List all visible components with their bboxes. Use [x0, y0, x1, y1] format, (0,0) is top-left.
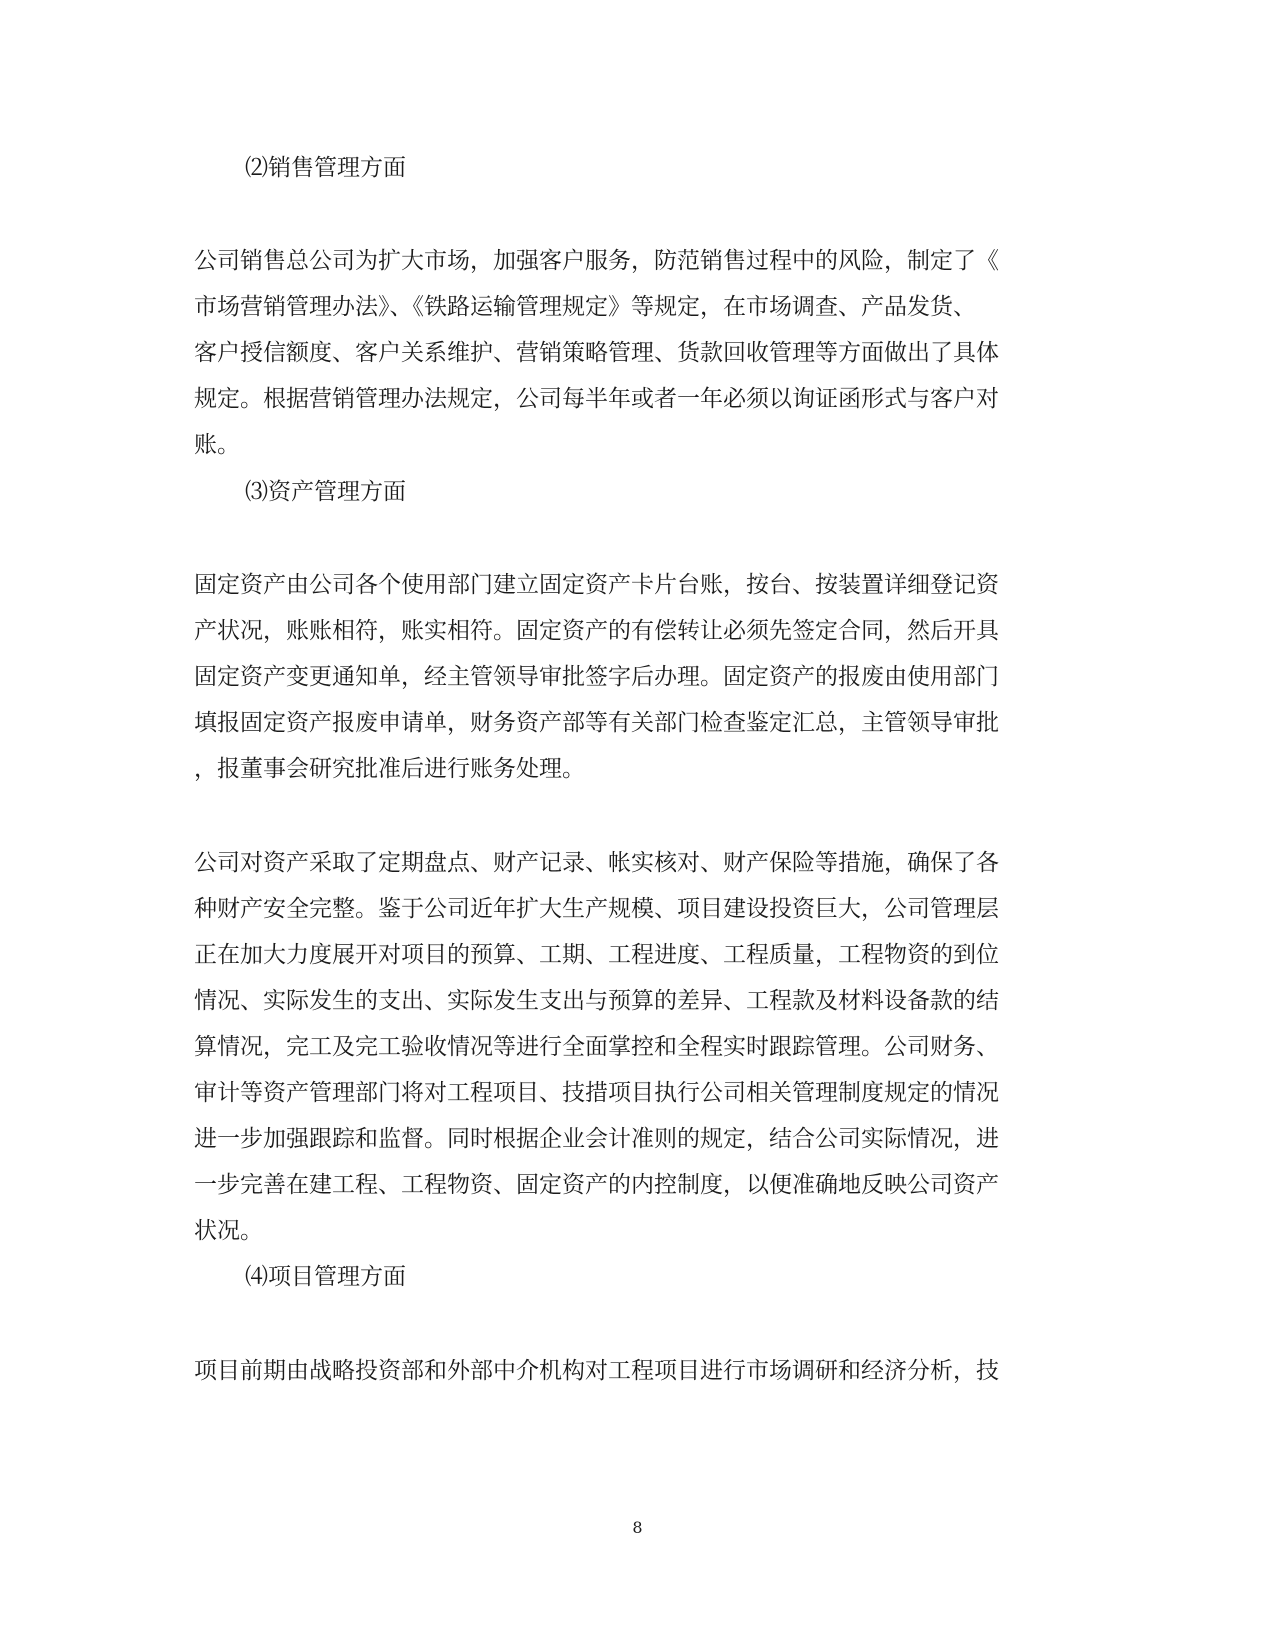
paragraph-line: 正在加大力度展开对项目的预算、工期、工程进度、工程质量，工程物资的到位	[194, 942, 999, 968]
paragraph-line: 公司销售总公司为扩大市场，加强客户服务，防范销售过程中的风险，制定了《	[194, 248, 999, 274]
paragraph-line: ，报董事会研究批准后进行账务处理。	[194, 756, 585, 782]
paragraph-line: 项目前期由战略投资部和外部中介机构对工程项目进行市场调研和经济分析，技	[194, 1358, 999, 1384]
paragraph-line: 公司对资产采取了定期盘点、财产记录、帐实核对、财产保险等措施，确保了各	[194, 850, 999, 876]
paragraph-line: 填报固定资产报废申请单，财务资产部等有关部门检查鉴定汇总，主管领导审批	[194, 710, 999, 736]
paragraph-line: 账。	[194, 432, 240, 458]
paragraph-line: 进一步加强跟踪和监督。同时根据企业会计准则的规定，结合公司实际情况，进	[194, 1126, 999, 1152]
paragraph-line: 审计等资产管理部门将对工程项目、技措项目执行公司相关管理制度规定的情况	[194, 1080, 999, 1106]
section-heading-projects: ⑷项目管理方面	[245, 1264, 406, 1290]
paragraph-line: 固定资产由公司各个使用部门建立固定资产卡片台账，按台、按装置详细登记资	[194, 572, 999, 598]
paragraph-line: 情况、实际发生的支出、实际发生支出与预算的差异、工程款及材料设备款的结	[194, 988, 999, 1014]
paragraph-line: 固定资产变更通知单，经主管领导审批签字后办理。固定资产的报废由使用部门	[194, 664, 999, 690]
paragraph-line: 客户授信额度、客户关系维护、营销策略管理、货款回收管理等方面做出了具体	[194, 340, 999, 366]
paragraph-line: 产状况，账账相符，账实相符。固定资产的有偿转让必须先签定合同，然后开具	[194, 618, 999, 644]
section-heading-sales: ⑵销售管理方面	[245, 155, 406, 181]
paragraph-line: 种财产安全完整。鉴于公司近年扩大生产规模、项目建设投资巨大，公司管理层	[194, 896, 999, 922]
paragraph-line: 一步完善在建工程、工程物资、固定资产的内控制度，以便准确地反映公司资产	[194, 1172, 999, 1198]
paragraph-line: 算情况，完工及完工验收情况等进行全面掌控和全程实时跟踪管理。公司财务、	[194, 1034, 999, 1060]
page-number: 8	[632, 1518, 643, 1537]
paragraph-line: 市场营销管理办法》、《铁路运输管理规定》等规定，在市场调查、产品发货、	[194, 294, 976, 320]
paragraph-line: 规定。根据营销管理办法规定，公司每半年或者一年必须以询证函形式与客户对	[194, 386, 999, 412]
section-heading-assets: ⑶资产管理方面	[245, 479, 406, 505]
paragraph-line: 状况。	[194, 1218, 263, 1244]
